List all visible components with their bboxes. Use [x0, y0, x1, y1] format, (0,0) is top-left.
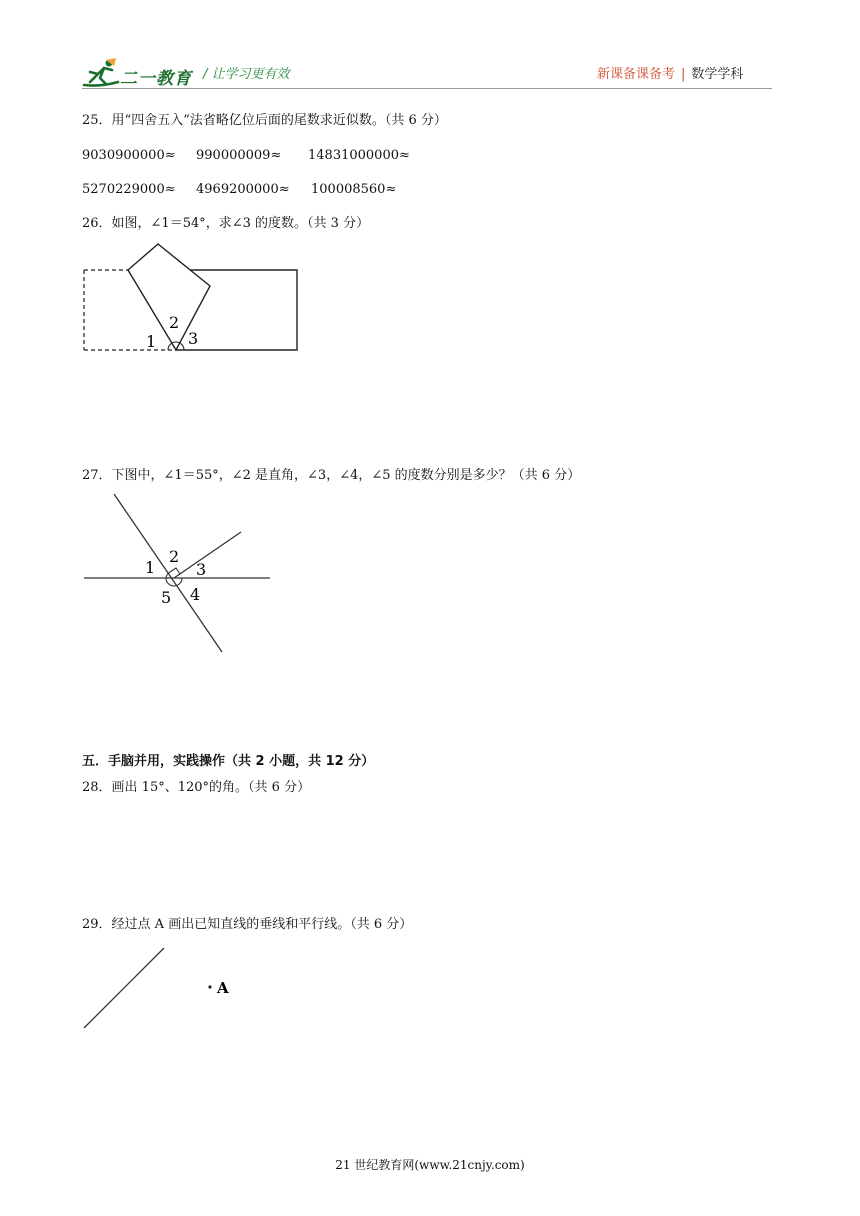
subject-label: 数学学科	[691, 67, 744, 82]
footer: 21 世纪教育网(www.21cnjy.com)	[335, 1158, 525, 1172]
ray	[174, 532, 241, 578]
course-prep-label: 新课备课备考	[597, 67, 676, 82]
header-rule	[82, 88, 772, 89]
question-26-title: 26．如图，∠1＝54°，求∠3 的度数。（共 3 分）	[82, 216, 370, 231]
q25-item: 100008560≈	[311, 182, 397, 197]
intersecting-lines-figure	[82, 490, 282, 660]
question-28-title: 28．画出 15°、120°的角。（共 6 分）	[82, 780, 311, 795]
q25-item: 990000009≈	[196, 148, 282, 163]
point-a-label: A	[217, 979, 229, 997]
angle-label-1: 1	[146, 332, 157, 351]
angle-label-2: 2	[169, 547, 180, 566]
section-5-heading: 五．手脑并用，实践操作（共 2 小题，共 12 分）	[82, 754, 375, 769]
header	[0, 0, 860, 90]
logo-runner-icon	[82, 58, 120, 88]
slogan: / 让学习更有效	[203, 67, 290, 82]
folded-rectangle-figure	[78, 240, 308, 360]
angle-label-1: 1	[145, 558, 156, 577]
q25-item: 9030900000≈	[82, 148, 176, 163]
angle-label-2: 2	[169, 313, 180, 332]
question-25-title: 25．用“四舍五入”法省略亿位后面的尾数求近似数。（共 6 分）	[82, 113, 447, 128]
logo-text: 二一教育	[120, 69, 192, 89]
question-27-title: 27．下图中，∠1＝55°，∠2 是直角，∠3，∠4，∠5 的度数分别是多少？（共 6 分）	[82, 468, 581, 483]
q25-item: 5270229000≈	[82, 182, 176, 197]
line-and-point-figure	[80, 940, 260, 1040]
angle-label-3: 3	[188, 329, 199, 348]
header-separator: |	[681, 67, 686, 82]
header-right	[597, 63, 743, 82]
q25-item: 14831000000≈	[308, 148, 410, 163]
given-line	[84, 948, 164, 1028]
angle-label-4: 4	[190, 585, 201, 604]
question-29-title: 29．经过点 A 画出已知直线的垂线和平行线。（共 6 分）	[82, 917, 413, 932]
right-angle-mark	[170, 568, 180, 574]
angle-label-5: 5	[161, 588, 172, 607]
point-a	[208, 985, 211, 988]
logo	[82, 58, 192, 88]
q25-item: 4969200000≈	[196, 182, 290, 197]
angle-label-3: 3	[196, 560, 207, 579]
